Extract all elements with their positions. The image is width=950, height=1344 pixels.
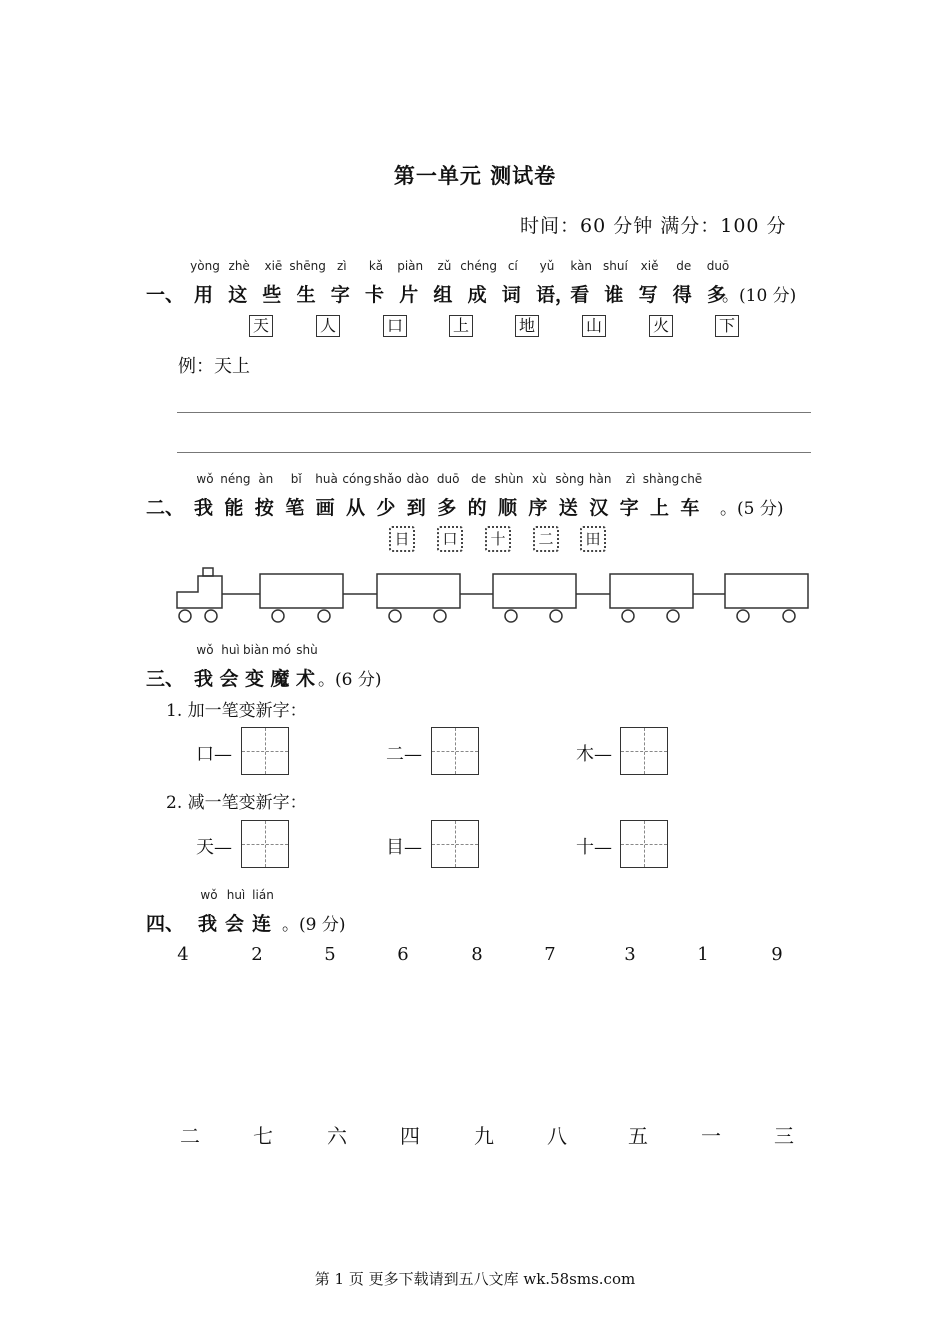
q3-heading-char: 术	[296, 668, 316, 690]
q2-heading-pinyin: xù	[532, 472, 547, 486]
q1-heading-pinyin: shuí	[602, 259, 628, 273]
stamp-character[interactable]: 田	[580, 526, 606, 552]
q1-example: 例：天上	[178, 356, 250, 377]
writing-grid[interactable]	[431, 727, 479, 775]
chinese-numeral-item[interactable]: 六	[327, 1124, 347, 1148]
number-item[interactable]: 3	[624, 944, 636, 965]
q2-heading-char: 按	[254, 497, 274, 519]
number-item[interactable]: 1	[697, 944, 709, 965]
q1-heading-char: 片	[399, 284, 419, 306]
q3-heading-pinyin: biàn	[243, 643, 269, 657]
q3-sub1-item-2: 二—	[386, 744, 422, 765]
q1-heading-pinyin: duō	[706, 259, 730, 273]
q3-score: 。(6 分)	[318, 670, 382, 690]
q2-heading-pinyin: chē	[680, 472, 703, 486]
writing-grid[interactable]	[241, 820, 289, 868]
writing-grid[interactable]	[620, 820, 668, 868]
stamp-character[interactable]: 二	[533, 526, 559, 552]
q1-heading-char: 些	[262, 284, 282, 306]
q1-heading-pinyin: kǎ	[368, 259, 384, 273]
q1-heading-char: 写	[638, 284, 658, 306]
q1-heading-pinyin: cí	[507, 259, 518, 273]
q3-sub1: 1. 加一笔变新字：	[166, 701, 307, 721]
q2-heading-char: 多	[437, 497, 457, 519]
q1-heading-char: 得	[672, 284, 692, 306]
q4-heading-pinyin: lián	[252, 888, 274, 902]
q4-score: 。(9 分)	[282, 915, 346, 935]
stamp-character[interactable]: 口	[437, 526, 463, 552]
q2-heading-char: 从	[346, 497, 366, 519]
q1-heading-char: 谁	[604, 284, 624, 306]
q3-sub2-item-3: 十—	[576, 837, 612, 858]
q3-sub2-item-1: 天—	[196, 837, 232, 858]
q3-heading-char: 我	[194, 668, 214, 690]
q1-heading-char: 看	[570, 284, 590, 306]
train-car-5	[725, 574, 808, 608]
writing-grid[interactable]	[431, 820, 479, 868]
character-card: 人	[316, 315, 340, 337]
number-item[interactable]: 7	[544, 944, 556, 965]
q1-heading-pinyin: yǔ	[539, 259, 555, 273]
q2-heading-char: 的	[467, 497, 487, 519]
q2-heading-char: 顺	[498, 497, 518, 519]
q4-heading-char: 连	[252, 913, 272, 935]
wheel	[205, 610, 217, 622]
q2-heading-char: 笔	[285, 497, 305, 519]
q2-heading-char: 能	[224, 497, 244, 519]
q2-heading-char: 到	[406, 497, 426, 519]
q2-heading-pinyin: hàn	[588, 472, 612, 486]
chinese-numeral-item[interactable]: 二	[180, 1124, 200, 1148]
q3-heading-char: 魔	[270, 668, 290, 690]
q3-sub2: 2. 减一笔变新字：	[166, 793, 307, 813]
q2-heading-pinyin: néng	[220, 472, 251, 486]
q3-sub1-item-3: 木—	[576, 744, 612, 765]
writing-grid[interactable]	[241, 727, 289, 775]
q2-heading-pinyin: cóng	[342, 472, 372, 486]
chinese-numeral-item[interactable]: 四	[400, 1124, 420, 1148]
chinese-numeral-item[interactable]: 九	[474, 1124, 494, 1148]
q2-heading-char: 我	[194, 497, 214, 519]
q2-heading-char: 送	[558, 497, 578, 519]
q1-heading-pinyin: shēng	[289, 259, 326, 273]
q2-heading-char: 序	[528, 497, 548, 519]
locomotive	[177, 576, 222, 608]
q3-heading-pinyin: shù	[296, 643, 318, 657]
q3-heading-char: 会	[219, 668, 239, 690]
q3-label: 三、	[146, 668, 185, 690]
q1-heading-pinyin: kàn	[570, 259, 593, 273]
q4-heading-pinyin: wǒ	[200, 888, 218, 902]
q1-heading-pinyin: piàn	[397, 259, 424, 273]
wheel	[179, 610, 191, 622]
train-illustration	[170, 560, 815, 630]
page-footer: 第 1 页 更多下载请到五八文库 wk.58sms.com	[314, 1270, 636, 1288]
page-title: 第一单元 测试卷	[393, 164, 557, 188]
chinese-numeral-item[interactable]: 三	[774, 1124, 794, 1148]
q2-score: 。(5 分)	[720, 499, 784, 519]
q1-heading-pinyin: yòng	[190, 259, 220, 273]
q2-heading-pinyin: dào	[406, 472, 429, 486]
character-card: 口	[383, 315, 407, 337]
chimney	[203, 568, 213, 576]
q2-heading-char: 字	[619, 497, 639, 519]
q2-heading-pinyin: shàng	[642, 472, 680, 486]
q1-heading-char: 词	[501, 284, 521, 306]
q1-heading-pinyin: de	[676, 259, 692, 273]
answer-line[interactable]	[177, 452, 811, 453]
train-car-4	[610, 574, 693, 608]
q2-heading-pinyin: shǎo	[373, 472, 402, 486]
q1-heading-pinyin: zhè	[228, 259, 250, 273]
q1-heading-pinyin: zì	[336, 259, 347, 273]
q2-heading-pinyin: zì	[625, 472, 636, 486]
time-info: 时间：60 分钟 满分：100 分	[520, 215, 787, 237]
q2-heading-pinyin: shùn	[494, 472, 524, 486]
q1-heading-char: 语，	[536, 284, 575, 306]
q1-heading-char: 用	[194, 284, 214, 306]
stamp-character[interactable]: 十	[485, 526, 511, 552]
q2-heading-char: 车	[680, 497, 700, 519]
q2-heading-pinyin: wǒ	[196, 472, 214, 486]
chinese-numeral-item[interactable]: 五	[628, 1124, 648, 1148]
character-card: 山	[582, 315, 606, 337]
q2-heading-pinyin: de	[471, 472, 487, 486]
q1-heading-char: 这	[228, 284, 248, 306]
q1-heading-char: 组	[433, 284, 453, 306]
number-item[interactable]: 6	[397, 944, 409, 965]
character-card: 上	[449, 315, 473, 337]
q4-heading-char: 会	[225, 913, 245, 935]
character-card: 天	[249, 315, 273, 337]
answer-line[interactable]	[177, 412, 811, 413]
number-item[interactable]: 5	[324, 944, 336, 965]
q2-heading-pinyin: àn	[258, 472, 274, 486]
character-card: 火	[649, 315, 673, 337]
q1-heading-pinyin: chéng	[460, 259, 497, 273]
q2-heading-char: 汉	[589, 497, 609, 519]
q1-label: 一、	[146, 284, 185, 306]
q1-heading-char: 成	[467, 284, 487, 306]
writing-grid[interactable]	[620, 727, 668, 775]
q4-label: 四、	[146, 913, 185, 935]
q1-heading-char: 生	[296, 284, 316, 306]
q1-heading-pinyin: xiě	[640, 259, 659, 273]
q3-sub1-item-1: 口—	[196, 744, 232, 765]
chinese-numeral-item[interactable]: 七	[253, 1124, 273, 1148]
q1-heading-char: 卡	[365, 284, 385, 306]
q2-heading-pinyin: bǐ	[290, 472, 302, 486]
q2-heading-pinyin: sòng	[555, 472, 585, 486]
q2-heading-char: 上	[650, 497, 670, 519]
number-item[interactable]: 9	[771, 944, 783, 965]
q1-score: 。(10 分)	[722, 286, 797, 306]
q2-heading-char: 少	[376, 497, 396, 519]
number-item[interactable]: 8	[471, 944, 483, 965]
q1-heading-pinyin: zǔ	[437, 259, 452, 273]
stamp-character[interactable]: 日	[389, 526, 415, 552]
q2-label: 二、	[146, 497, 185, 519]
q3-heading-pinyin: huì	[221, 643, 240, 657]
number-item[interactable]: 2	[251, 944, 263, 965]
chinese-numeral-item[interactable]: 八	[547, 1124, 567, 1148]
q4-heading-pinyin: huì	[226, 888, 246, 902]
q1-heading-char: 字	[330, 284, 350, 306]
train-car-2	[377, 574, 460, 608]
q2-heading-char: 画	[315, 497, 335, 519]
q2-heading-pinyin: huà	[315, 472, 338, 486]
train-car-1	[260, 574, 343, 608]
character-card: 下	[715, 315, 739, 337]
train-car-3	[493, 574, 576, 608]
q3-heading-pinyin: wǒ	[196, 643, 214, 657]
character-card: 地	[515, 315, 539, 337]
q1-heading-char: 多	[707, 284, 727, 306]
q3-heading-pinyin: mó	[271, 643, 292, 657]
q4-heading-char: 我	[198, 913, 218, 935]
number-item[interactable]: 4	[177, 944, 189, 965]
q1-heading-pinyin: xiē	[264, 259, 283, 273]
q3-sub2-item-2: 目—	[386, 837, 422, 858]
chinese-numeral-item[interactable]: 一	[701, 1124, 721, 1148]
q2-heading-pinyin: duō	[436, 472, 460, 486]
q3-heading-char: 变	[245, 668, 265, 690]
